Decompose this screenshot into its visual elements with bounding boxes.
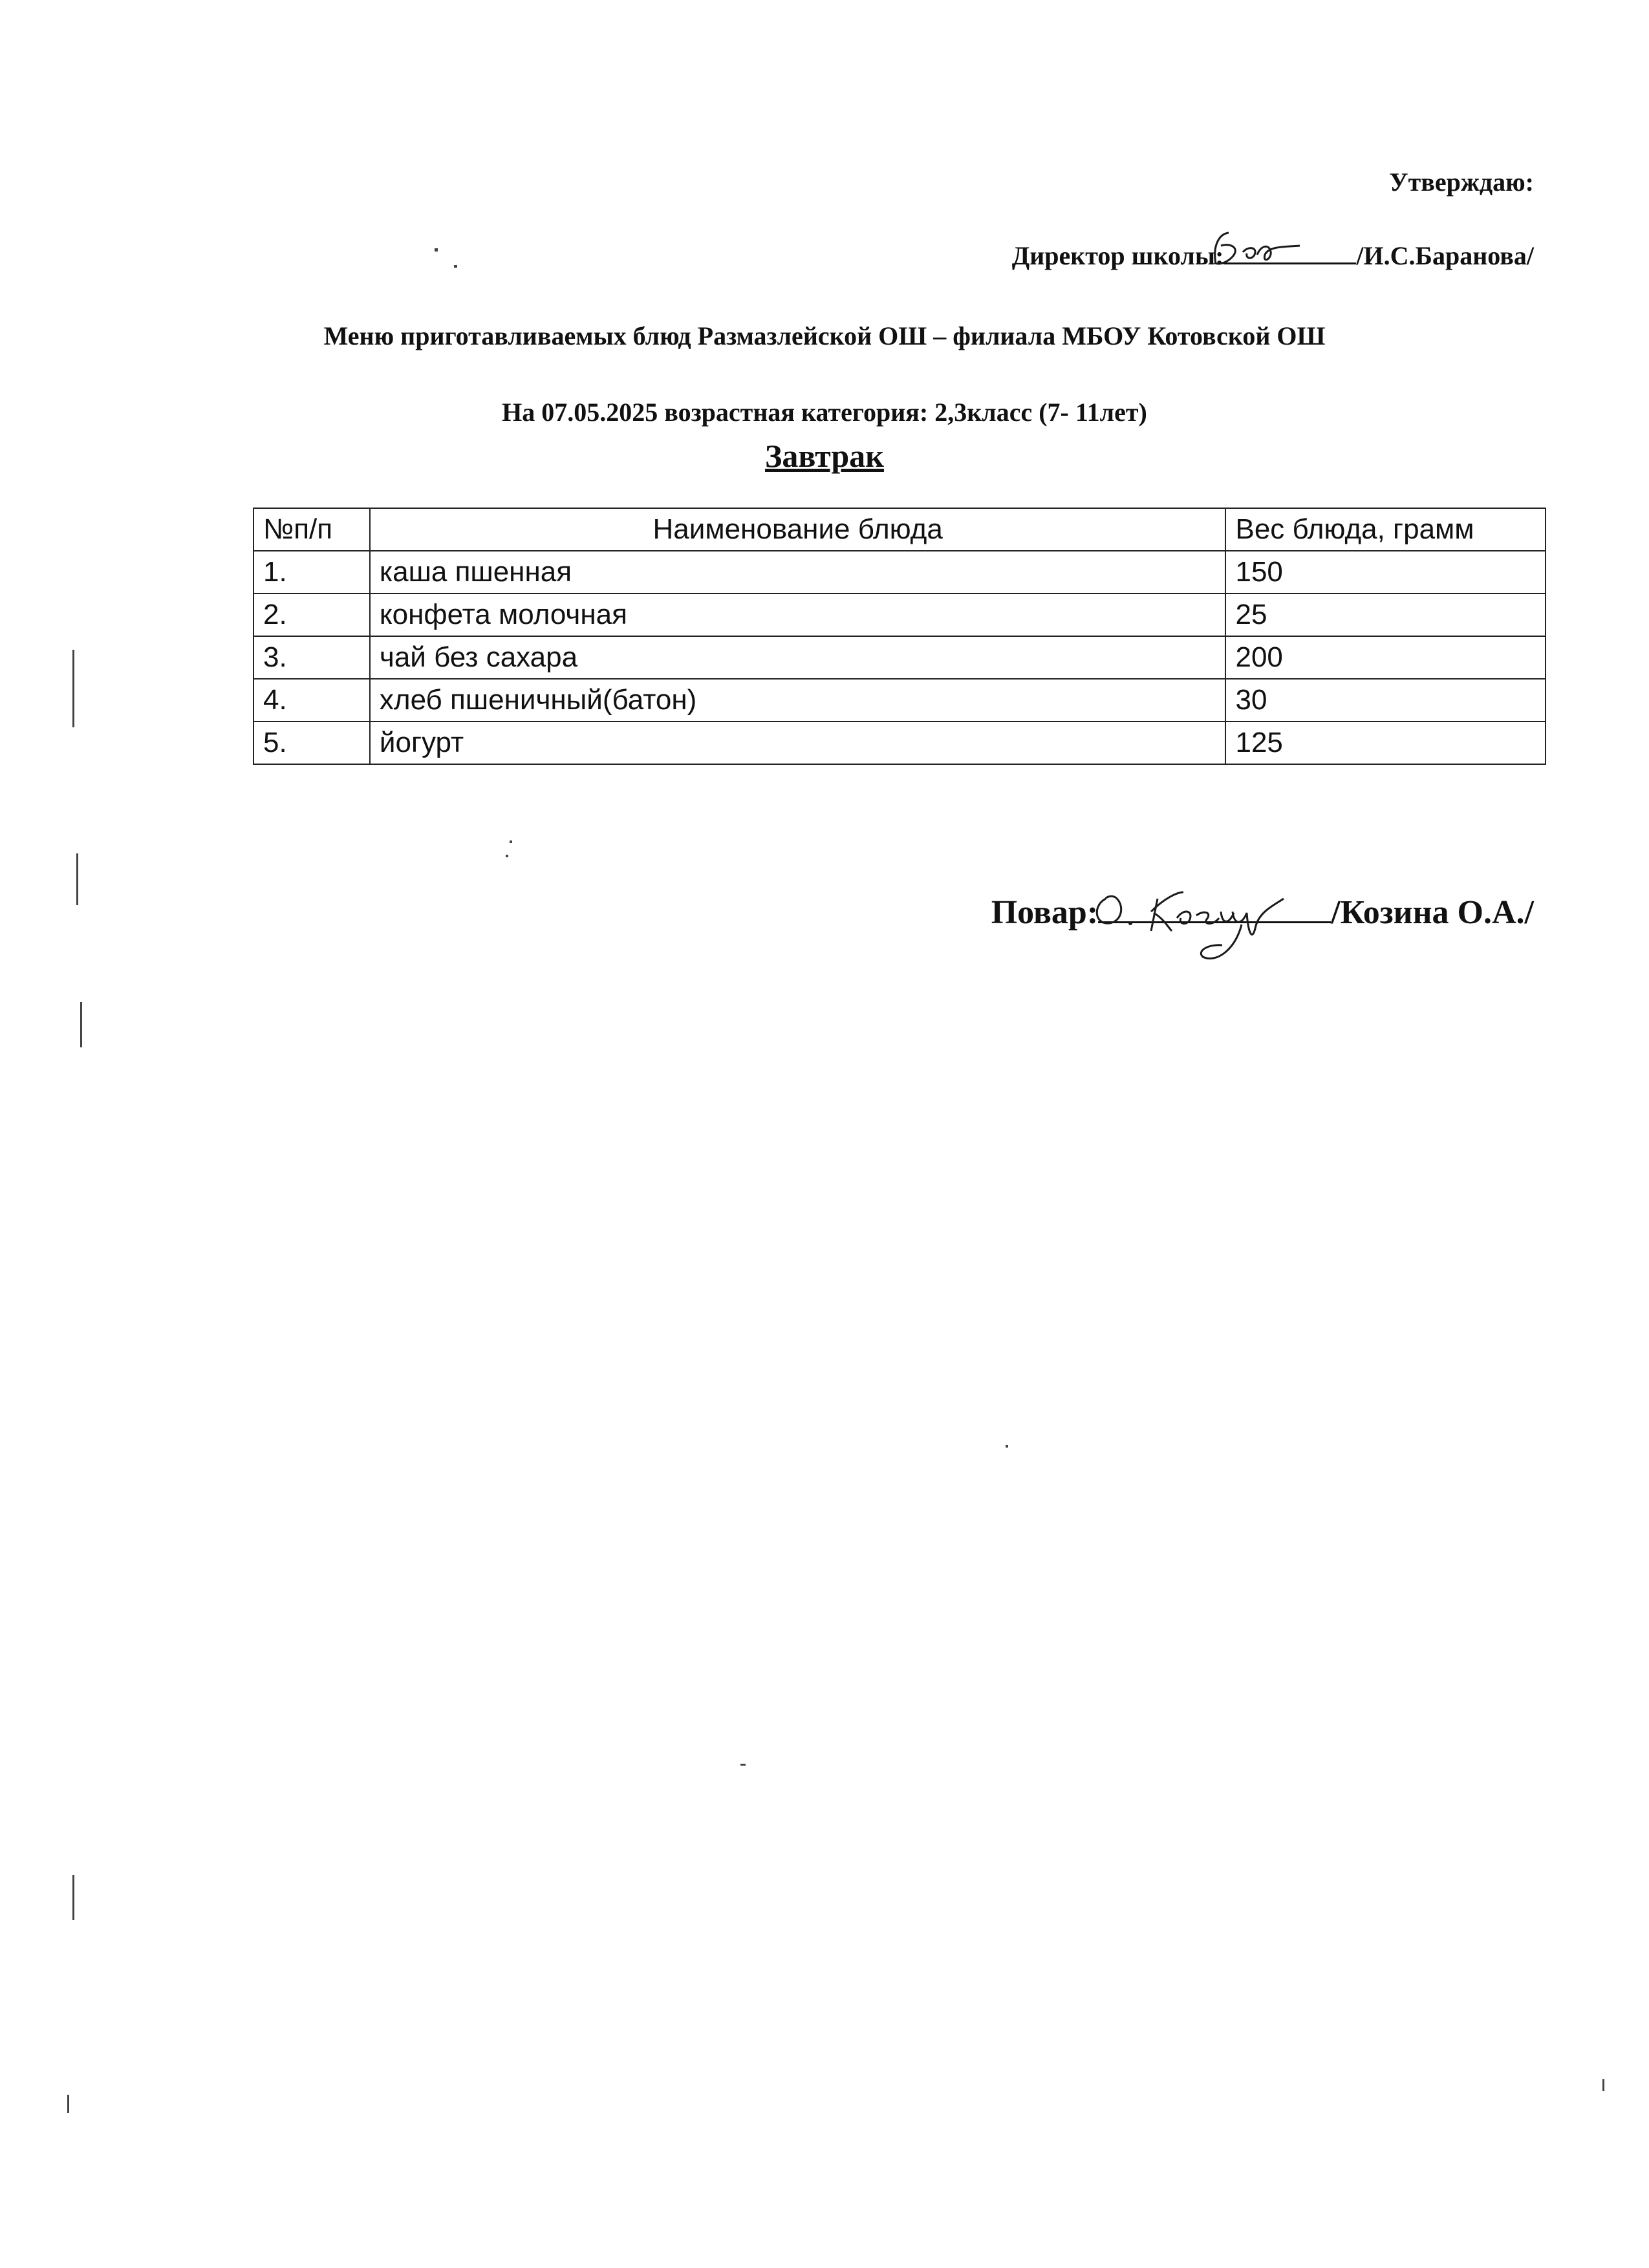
approval-heading: Утверждаю: <box>1389 167 1534 197</box>
scan-mark <box>506 855 508 857</box>
dish-weight: 30 <box>1225 679 1546 722</box>
cook-label: Повар: <box>991 894 1099 931</box>
date-category-line: На 07.05.2025 возрастная категория: 2,3класс (7- 11лет) <box>502 398 1147 427</box>
dish-name: йогурт <box>370 722 1226 764</box>
scan-mark <box>80 1002 82 1047</box>
scan-mark <box>1006 1445 1008 1448</box>
dish-name: каша пшенная <box>370 551 1226 594</box>
row-number: 5. <box>253 722 370 764</box>
table-row <box>253 551 1546 594</box>
director-signature <box>1203 226 1319 278</box>
table-row <box>253 636 1546 679</box>
cook-signature <box>1086 873 1300 970</box>
table-header-row <box>253 508 1546 551</box>
header-weight: Вес блюда, грамм <box>1225 508 1546 551</box>
director-label: Директор школы: <box>1011 241 1224 270</box>
scan-mark <box>72 650 74 727</box>
meal-heading: Завтрак <box>765 438 884 474</box>
dish-weight: 125 <box>1225 722 1546 764</box>
table-row <box>253 722 1546 764</box>
table-row <box>253 679 1546 722</box>
dish-name: конфета молочная <box>370 594 1226 636</box>
scan-mark <box>435 248 438 251</box>
dish-name: хлеб пшеничный(батон) <box>370 679 1226 722</box>
dish-weight: 200 <box>1225 636 1546 679</box>
dish-weight: 25 <box>1225 594 1546 636</box>
header-number: №п/п <box>253 508 370 551</box>
dish-weight: 150 <box>1225 551 1546 594</box>
document-title: Меню приготавливаемых блюд Размазлейской ОШ – филиала МБОУ Котовской ОШ <box>323 321 1326 350</box>
table-row <box>253 594 1546 636</box>
scan-mark <box>1602 2079 1604 2091</box>
cook-name: /Козина О.А./ <box>1331 894 1534 931</box>
row-number: 1. <box>253 551 370 594</box>
director-name: /И.С.Баранова/ <box>1356 241 1534 270</box>
scan-mark <box>510 840 512 843</box>
row-number: 4. <box>253 679 370 722</box>
row-number: 3. <box>253 636 370 679</box>
scan-mark <box>454 265 457 268</box>
header-dish-name: Наименование блюда <box>370 508 1226 551</box>
scan-mark <box>72 1875 74 1920</box>
scan-mark <box>67 2095 69 2113</box>
scan-mark <box>740 1764 746 1766</box>
scan-mark <box>76 853 78 905</box>
dish-name: чай без сахара <box>370 636 1226 679</box>
row-number: 2. <box>253 594 370 636</box>
menu-table <box>253 508 1546 765</box>
